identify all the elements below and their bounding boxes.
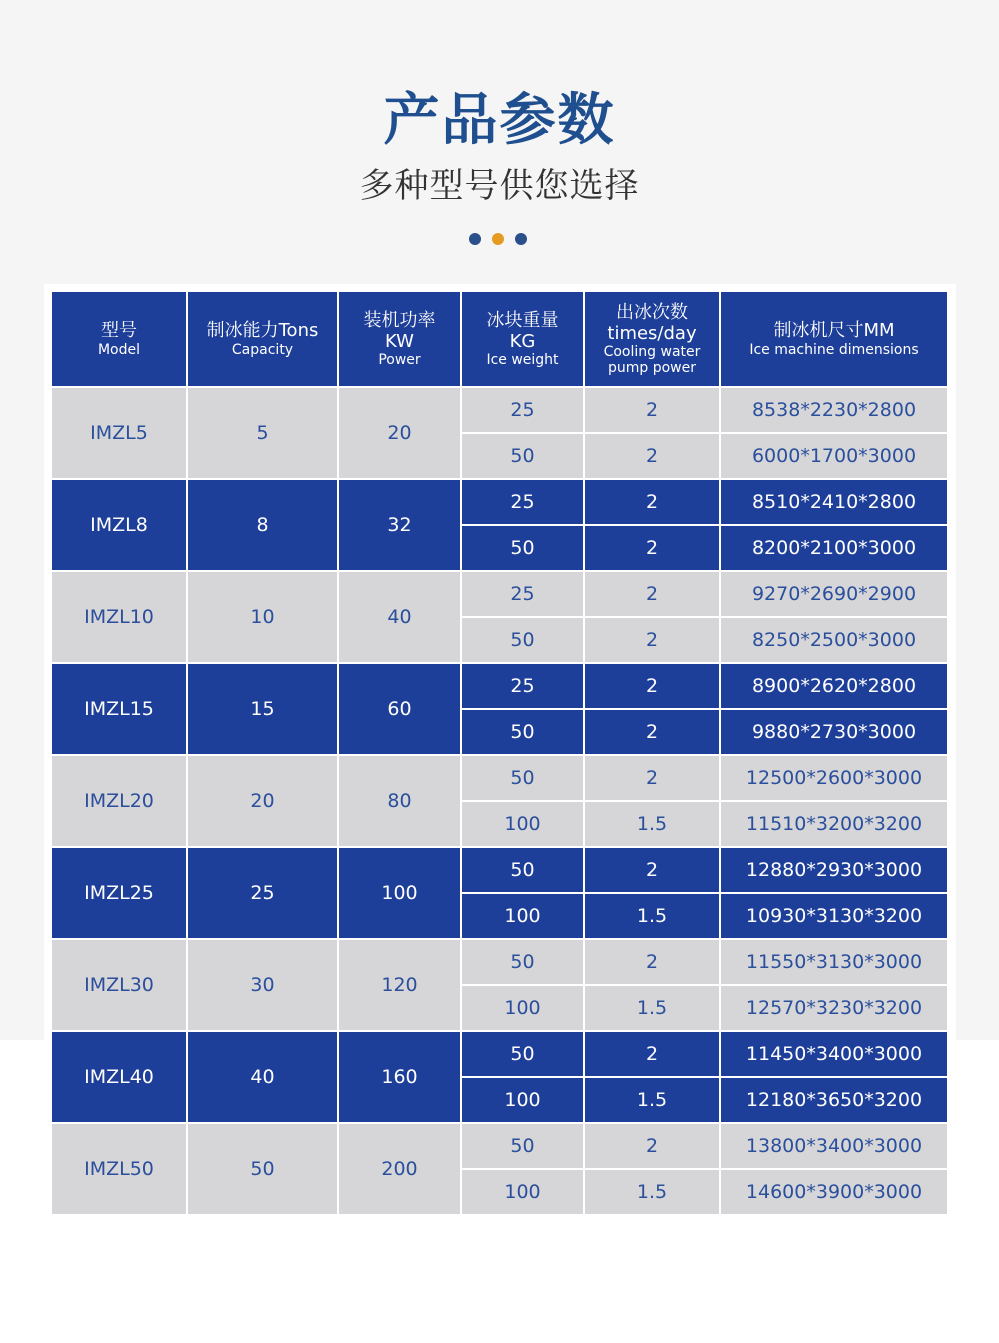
cell-dimensions: 12880*2930*3000 (720, 847, 948, 893)
cell-power: 160 (338, 1031, 461, 1123)
cell-power: 200 (338, 1123, 461, 1215)
dot-icon (515, 233, 527, 245)
cell-times: 1.5 (584, 1077, 720, 1123)
cell-model: IMZL25 (51, 847, 187, 939)
cell-times: 2 (584, 1031, 720, 1077)
cell-power: 100 (338, 847, 461, 939)
cell-capacity: 10 (187, 571, 338, 663)
cell-model: IMZL15 (51, 663, 187, 755)
cell-times: 1.5 (584, 985, 720, 1031)
table-row (51, 479, 948, 525)
cell-power: 60 (338, 663, 461, 755)
cell-dimensions: 8200*2100*3000 (720, 525, 948, 571)
cell-dimensions: 8538*2230*2800 (720, 387, 948, 433)
cell-ice-weight: 50 (461, 755, 584, 801)
header-dimensions: 制冰机尺寸MM Ice machine dimensions (720, 291, 948, 387)
cell-capacity: 15 (187, 663, 338, 755)
cell-ice-weight: 100 (461, 1169, 584, 1215)
cell-dimensions: 6000*1700*3000 (720, 433, 948, 479)
cell-dimensions: 10930*3130*3200 (720, 893, 948, 939)
cell-capacity: 50 (187, 1123, 338, 1215)
cell-capacity: 25 (187, 847, 338, 939)
cell-dimensions: 11510*3200*3200 (720, 801, 948, 847)
cell-times: 2 (584, 617, 720, 663)
table-row (51, 1031, 948, 1077)
header-capacity: 制冰能力Tons Capacity (187, 291, 338, 387)
cell-times: 2 (584, 847, 720, 893)
cell-capacity: 8 (187, 479, 338, 571)
cell-ice-weight: 25 (461, 663, 584, 709)
cell-model: IMZL30 (51, 939, 187, 1031)
cell-ice-weight: 100 (461, 801, 584, 847)
table-row (51, 1123, 948, 1169)
table-row (51, 939, 948, 985)
cell-dimensions: 12500*2600*3000 (720, 755, 948, 801)
cell-power: 40 (338, 571, 461, 663)
table-row (51, 571, 948, 617)
cell-times: 2 (584, 663, 720, 709)
page-subtitle: 多种型号供您选择 (359, 166, 640, 206)
cell-dimensions: 9880*2730*3000 (720, 709, 948, 755)
cell-model: IMZL8 (51, 479, 187, 571)
cell-capacity: 30 (187, 939, 338, 1031)
cell-dimensions: 8900*2620*2800 (720, 663, 948, 709)
page-title: 产品参数 (383, 88, 616, 153)
cell-power: 20 (338, 387, 461, 479)
header-times: 出冰次数 times/day Cooling water pump power (584, 291, 720, 387)
cell-times: 2 (584, 709, 720, 755)
cell-times: 2 (584, 1123, 720, 1169)
cell-ice-weight: 25 (461, 479, 584, 525)
cell-dimensions: 8250*2500*3000 (720, 617, 948, 663)
spec-table-container (44, 284, 956, 1256)
header-power: 装机功率 KW Power (338, 291, 461, 387)
cell-dimensions: 9270*2690*2900 (720, 571, 948, 617)
cell-times: 1.5 (584, 1169, 720, 1215)
table-row (51, 663, 948, 709)
header-model: 型号 Model (51, 291, 187, 387)
table-row (51, 387, 948, 433)
cell-times: 2 (584, 525, 720, 571)
cell-ice-weight: 50 (461, 1031, 584, 1077)
dot-icon (492, 233, 504, 245)
dot-icon (469, 233, 481, 245)
cell-times: 2 (584, 433, 720, 479)
cell-model: IMZL5 (51, 387, 187, 479)
cell-times: 2 (584, 755, 720, 801)
cell-model: IMZL10 (51, 571, 187, 663)
cell-power: 120 (338, 939, 461, 1031)
cell-ice-weight: 100 (461, 1077, 584, 1123)
cell-model: IMZL20 (51, 755, 187, 847)
cell-ice-weight: 50 (461, 939, 584, 985)
header-ice-weight: 冰块重量 KG Ice weight (461, 291, 584, 387)
table-row (51, 755, 948, 801)
cell-dimensions: 13800*3400*3000 (720, 1123, 948, 1169)
cell-times: 1.5 (584, 893, 720, 939)
cell-model: IMZL40 (51, 1031, 187, 1123)
cell-ice-weight: 50 (461, 433, 584, 479)
cell-ice-weight: 100 (461, 985, 584, 1031)
table-row (51, 847, 948, 893)
cell-ice-weight: 100 (461, 893, 584, 939)
table-header-row (51, 291, 948, 387)
cell-dimensions: 11450*3400*3000 (720, 1031, 948, 1077)
cell-model: IMZL50 (51, 1123, 187, 1215)
cell-dimensions: 12570*3230*3200 (720, 985, 948, 1031)
cell-times: 2 (584, 479, 720, 525)
cell-ice-weight: 25 (461, 387, 584, 433)
table-body (51, 387, 948, 1215)
cell-dimensions: 12180*3650*3200 (720, 1077, 948, 1123)
cell-ice-weight: 50 (461, 617, 584, 663)
cell-capacity: 5 (187, 387, 338, 479)
cell-ice-weight: 50 (461, 709, 584, 755)
cell-dimensions: 14600*3900*3000 (720, 1169, 948, 1215)
cell-power: 32 (338, 479, 461, 571)
cell-power: 80 (338, 755, 461, 847)
cell-ice-weight: 50 (461, 525, 584, 571)
cell-dimensions: 11550*3130*3000 (720, 939, 948, 985)
cell-ice-weight: 25 (461, 571, 584, 617)
cell-ice-weight: 50 (461, 847, 584, 893)
cell-times: 2 (584, 571, 720, 617)
cell-times: 1.5 (584, 801, 720, 847)
cell-times: 2 (584, 387, 720, 433)
cell-times: 2 (584, 939, 720, 985)
cell-dimensions: 8510*2410*2800 (720, 479, 948, 525)
cell-capacity: 40 (187, 1031, 338, 1123)
cell-capacity: 20 (187, 755, 338, 847)
cell-ice-weight: 50 (461, 1123, 584, 1169)
spec-table (50, 290, 949, 1216)
